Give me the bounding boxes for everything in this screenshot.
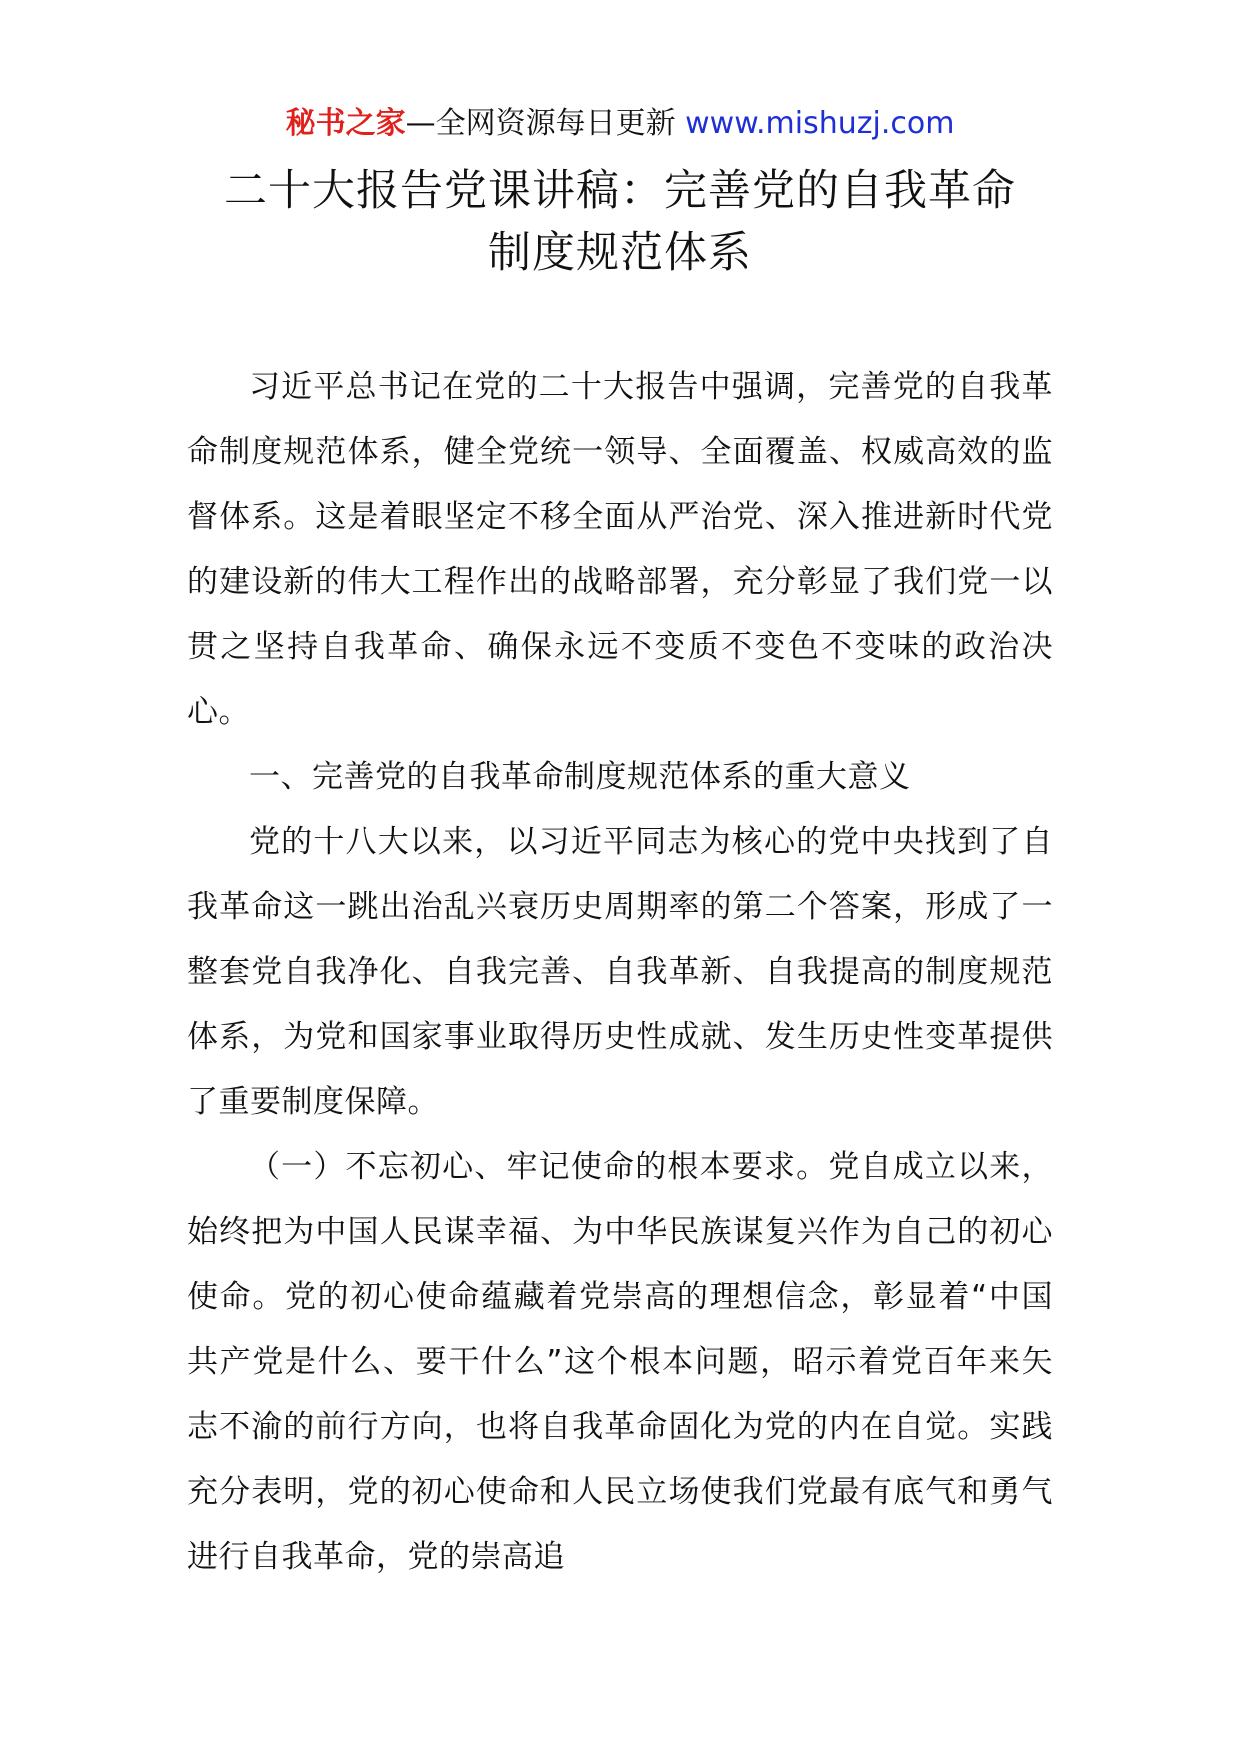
header-tagline: —全网资源每日更新 [405, 106, 686, 141]
site-header [0, 100, 1240, 148]
brand-name: 秘书之家 [285, 106, 406, 141]
document-title [140, 160, 1100, 284]
body-paragraph-significance: 党的十八大以来，以习近平同志为核心的党中央找到了自我革命这一跳出治乱兴衰历史周期率的第二个答案，形成了一整套党自我净化、自我完善、自我革新、自我提高的制度规范体系，为党和国家事业取得历史性成就、发生历史性变革提供了重要制度保障。 [187, 824, 1053, 1120]
body-paragraph-intro: 习近平总书记在党的二十大报告中强调，完善党的自我革命制度规范体系，健全党统一领导、全面覆盖、权威高效的监督体系。这是着眼坚定不移全面从严治党、深入推进新时代党的建设新的伟大工程作出的战略部署，充分彰显了我们党一以贯之坚持自我革命、确保永远不变质不变色不变味的政治决心。 [187, 369, 1053, 730]
document-title-line-2: 制度规范体系 [488, 228, 752, 278]
site-url-link[interactable]: www.mishuzj.com [685, 106, 955, 141]
document-title-line-1: 二十大报告党课讲稿：完善党的自我革命 [224, 166, 1016, 216]
body-paragraph-subsection-1: （一）不忘初心、牢记使命的根本要求。党自成立以来，始终把为中国人民谋幸福、为中华民族谋复兴作为自己的初心使命。党的初心使命蕴藏着党崇高的理想信念，彰显着“中国共产党是什么、要干什么”这个根本问题，昭示着党百年来矢志不渝的前行方向，也将自我革命固化为党的内在自觉。实践充分表明，党的初心使命和人民立场使我们党最有底气和勇气进行自我革命，党的崇高追 [187, 1149, 1053, 1575]
document-body [187, 355, 1053, 1590]
section-heading-1: 一、完善党的自我革命制度规范体系的重大意义 [249, 759, 911, 795]
